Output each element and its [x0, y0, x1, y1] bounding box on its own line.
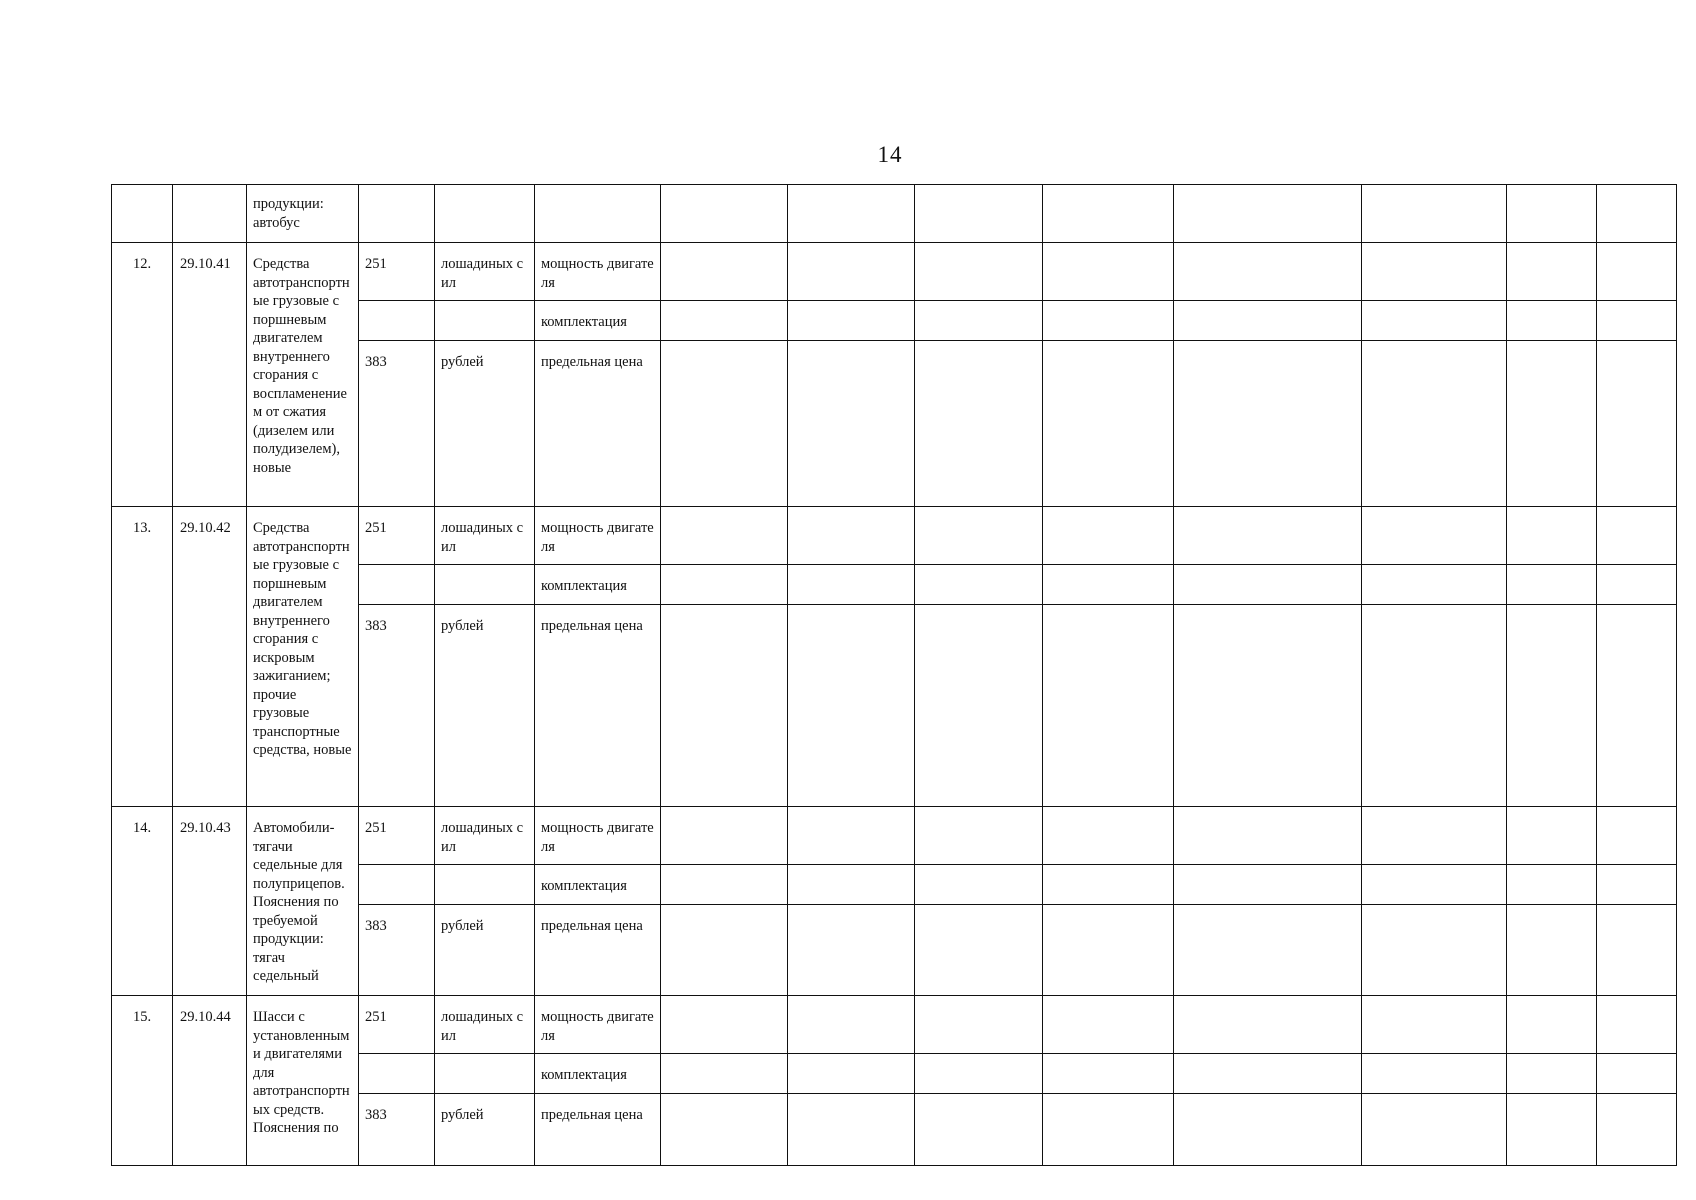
empty-cell: [788, 1094, 915, 1166]
unit-name: лошадиных сил: [435, 807, 535, 865]
empty-cell: [1362, 905, 1507, 996]
characteristic-name: комплектация: [535, 301, 661, 341]
empty-cell: [915, 243, 1043, 301]
empty-cell: [1362, 996, 1507, 1054]
unit-name: [435, 865, 535, 905]
empty-cell: [915, 1094, 1043, 1166]
characteristic-name: мощность двигателя: [535, 243, 661, 301]
row-number: 12.: [112, 243, 173, 507]
empty-cell: [359, 185, 435, 243]
empty-cell: [1174, 243, 1362, 301]
empty-cell: [1507, 1094, 1597, 1166]
empty-cell: [1043, 565, 1174, 605]
empty-cell: [1043, 865, 1174, 905]
okei-code: 251: [359, 507, 435, 565]
empty-cell: [915, 341, 1043, 507]
empty-cell: [1507, 605, 1597, 807]
empty-cell: [1174, 865, 1362, 905]
empty-cell: [1174, 1094, 1362, 1166]
empty-cell: [1597, 605, 1677, 807]
empty-cell: [1043, 1054, 1174, 1094]
empty-cell: [788, 243, 915, 301]
empty-cell: [1507, 341, 1597, 507]
unit-name: [435, 1054, 535, 1094]
empty-cell: [915, 507, 1043, 565]
empty-cell: [1362, 185, 1507, 243]
unit-name: лошадиных сил: [435, 507, 535, 565]
empty-cell: [1362, 507, 1507, 565]
empty-cell: [661, 1094, 788, 1166]
empty-cell: [1174, 1054, 1362, 1094]
requirements-table: [111, 184, 1677, 1166]
okei-code: 251: [359, 243, 435, 301]
empty-cell: [661, 807, 788, 865]
empty-cell: [435, 185, 535, 243]
empty-cell: [661, 341, 788, 507]
empty-cell: [1043, 243, 1174, 301]
empty-cell: [1597, 507, 1677, 565]
empty-cell: [661, 507, 788, 565]
empty-cell: [788, 905, 915, 996]
characteristic-name: предельная цена: [535, 605, 661, 807]
product-description: Автомобили-тягачи седельные для полуприцепов. Пояснения по требуемой продукции: тягач седельный: [247, 807, 359, 996]
unit-name: лошадиных сил: [435, 243, 535, 301]
empty-cell: [173, 185, 247, 243]
empty-cell: [661, 301, 788, 341]
empty-cell: [1507, 185, 1597, 243]
characteristic-name: комплектация: [535, 1054, 661, 1094]
continuation-text: продукции: автобус: [247, 185, 359, 243]
empty-cell: [1043, 807, 1174, 865]
empty-cell: [788, 301, 915, 341]
okei-code: 251: [359, 807, 435, 865]
empty-cell: [1362, 807, 1507, 865]
empty-cell: [915, 996, 1043, 1054]
empty-cell: [1362, 301, 1507, 341]
empty-cell: [1174, 565, 1362, 605]
empty-cell: [661, 605, 788, 807]
characteristic-name: комплектация: [535, 865, 661, 905]
table-row: [112, 807, 1677, 865]
table-row: [112, 243, 1677, 301]
empty-cell: [1362, 1094, 1507, 1166]
empty-cell: [915, 565, 1043, 605]
empty-cell: [1507, 1054, 1597, 1094]
empty-cell: [915, 865, 1043, 905]
okei-code: 383: [359, 905, 435, 996]
okei-code: 383: [359, 1094, 435, 1166]
characteristic-name: предельная цена: [535, 905, 661, 996]
characteristic-name: предельная цена: [535, 341, 661, 507]
characteristic-name: мощность двигателя: [535, 507, 661, 565]
empty-cell: [1174, 807, 1362, 865]
empty-cell: [661, 905, 788, 996]
empty-cell: [1597, 905, 1677, 996]
empty-cell: [788, 605, 915, 807]
empty-cell: [1597, 865, 1677, 905]
product-description: Средства автотранспортные грузовые с поршневым двигателем внутреннего сгорания с воспламенением от сжатия (дизелем или полудизелем), новые: [247, 243, 359, 507]
unit-name: [435, 301, 535, 341]
empty-cell: [915, 905, 1043, 996]
empty-cell: [661, 865, 788, 905]
empty-cell: [1507, 507, 1597, 565]
empty-cell: [535, 185, 661, 243]
row-number: 13.: [112, 507, 173, 807]
table-row: [112, 507, 1677, 565]
empty-cell: [112, 185, 173, 243]
empty-cell: [1507, 565, 1597, 605]
empty-cell: [661, 1054, 788, 1094]
row-number: 14.: [112, 807, 173, 996]
okei-code: [359, 865, 435, 905]
empty-cell: [1597, 565, 1677, 605]
empty-cell: [915, 807, 1043, 865]
okei-code: 251: [359, 996, 435, 1054]
characteristic-name: мощность двигателя: [535, 996, 661, 1054]
empty-cell: [1597, 996, 1677, 1054]
okpd-code: 29.10.43: [173, 807, 247, 996]
empty-cell: [915, 301, 1043, 341]
unit-name: рублей: [435, 605, 535, 807]
empty-cell: [788, 865, 915, 905]
okpd-code: 29.10.41: [173, 243, 247, 507]
empty-cell: [1362, 341, 1507, 507]
empty-cell: [1597, 185, 1677, 243]
empty-cell: [1362, 865, 1507, 905]
page-number: 14: [877, 142, 903, 167]
empty-cell: [661, 565, 788, 605]
empty-cell: [1507, 301, 1597, 341]
empty-cell: [1597, 807, 1677, 865]
empty-cell: [1174, 905, 1362, 996]
empty-cell: [1597, 341, 1677, 507]
okpd-code: 29.10.42: [173, 507, 247, 807]
empty-cell: [1507, 865, 1597, 905]
empty-cell: [1174, 507, 1362, 565]
empty-cell: [915, 185, 1043, 243]
empty-cell: [1043, 996, 1174, 1054]
empty-cell: [661, 996, 788, 1054]
empty-cell: [1362, 1054, 1507, 1094]
empty-cell: [1174, 996, 1362, 1054]
empty-cell: [788, 565, 915, 605]
empty-cell: [915, 605, 1043, 807]
empty-cell: [661, 243, 788, 301]
empty-cell: [1597, 301, 1677, 341]
empty-cell: [1174, 185, 1362, 243]
table-row: [112, 996, 1677, 1054]
characteristic-name: мощность двигателя: [535, 807, 661, 865]
product-description: Средства автотранспортные грузовые с поршневым двигателем внутреннего сгорания с искровым зажиганием; прочие грузовые транспортные средства, новые: [247, 507, 359, 807]
unit-name: рублей: [435, 1094, 535, 1166]
okpd-code: 29.10.44: [173, 996, 247, 1166]
product-description: Шасси с установленными двигателями для автотранспортных средств. Пояснения по: [247, 996, 359, 1166]
empty-cell: [1597, 1054, 1677, 1094]
empty-cell: [788, 185, 915, 243]
table-row: [112, 185, 1677, 243]
unit-name: [435, 565, 535, 605]
okei-code: 383: [359, 605, 435, 807]
empty-cell: [1043, 507, 1174, 565]
empty-cell: [1597, 1094, 1677, 1166]
empty-cell: [1043, 341, 1174, 507]
empty-cell: [1362, 243, 1507, 301]
okei-code: [359, 1054, 435, 1094]
empty-cell: [1507, 807, 1597, 865]
empty-cell: [1507, 905, 1597, 996]
empty-cell: [1043, 185, 1174, 243]
empty-cell: [1043, 605, 1174, 807]
empty-cell: [915, 1054, 1043, 1094]
unit-name: рублей: [435, 341, 535, 507]
empty-cell: [1362, 605, 1507, 807]
empty-cell: [1362, 565, 1507, 605]
empty-cell: [788, 807, 915, 865]
okei-code: [359, 301, 435, 341]
characteristic-name: комплектация: [535, 565, 661, 605]
empty-cell: [788, 341, 915, 507]
empty-cell: [1043, 905, 1174, 996]
empty-cell: [1507, 996, 1597, 1054]
unit-name: рублей: [435, 905, 535, 996]
empty-cell: [788, 1054, 915, 1094]
empty-cell: [661, 185, 788, 243]
empty-cell: [1174, 605, 1362, 807]
row-number: 15.: [112, 996, 173, 1166]
okei-code: [359, 565, 435, 605]
empty-cell: [788, 507, 915, 565]
empty-cell: [1174, 341, 1362, 507]
empty-cell: [1507, 243, 1597, 301]
okei-code: 383: [359, 341, 435, 507]
empty-cell: [788, 996, 915, 1054]
empty-cell: [1597, 243, 1677, 301]
empty-cell: [1174, 301, 1362, 341]
unit-name: лошадиных сил: [435, 996, 535, 1054]
empty-cell: [1043, 1094, 1174, 1166]
empty-cell: [1043, 301, 1174, 341]
characteristic-name: предельная цена: [535, 1094, 661, 1166]
